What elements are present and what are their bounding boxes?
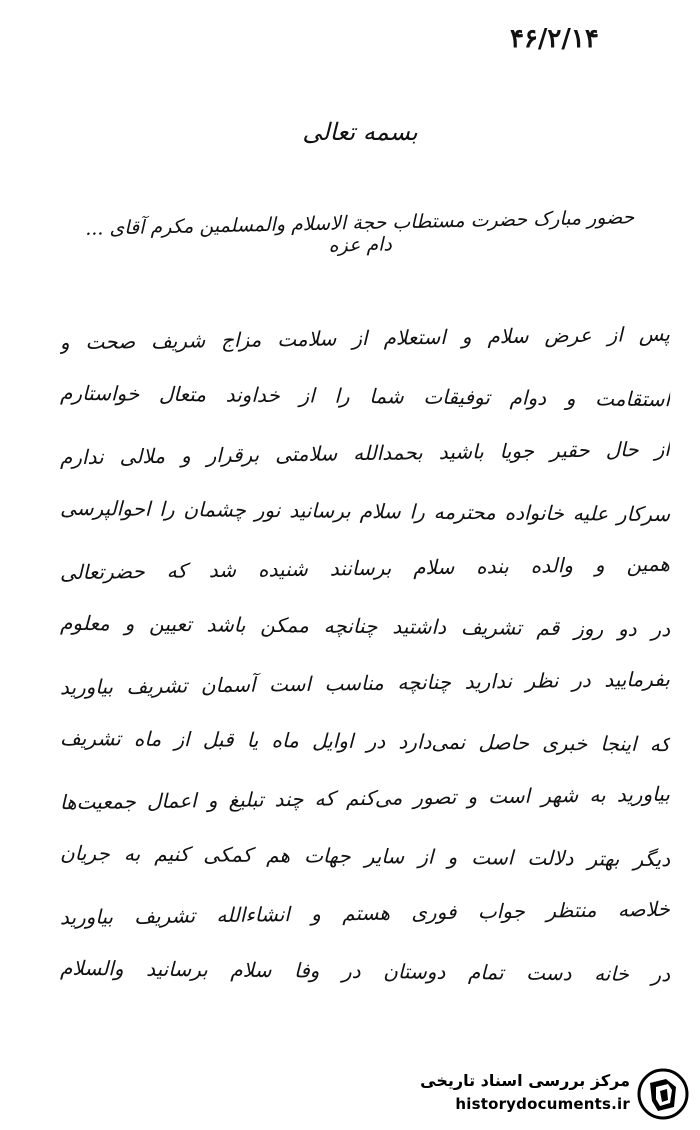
letter-line: خلاصه منتظر جواب فوری هستم و انشاءالله تشریف بیاورید xyxy=(59,896,671,930)
letter-line: از حال حقیر جویا باشید بحمدالله سلامتی برقرار و ملالی ندارم xyxy=(59,436,671,470)
archive-watermark xyxy=(420,1063,692,1123)
letter-line: بفرمایید در نظر ندارید چنانچه مناسب است آسمان تشریف بیاورید xyxy=(59,666,671,700)
letter-line: که اینجا خبری حاصل نمی‌دارد در اوایل ماه یا قبل از ماه تشریف xyxy=(59,725,671,756)
watermark-title: مرکز بررسی اسناد تاریخی xyxy=(420,1071,630,1090)
invocation-heading: بسمه تعالی xyxy=(302,118,418,146)
letter-line: بیاورید به شهر است و تصور می‌کنم که چند تبلیغ و اعمال جمعیت‌ها xyxy=(59,781,671,815)
letter-body xyxy=(60,318,670,1008)
letter-line: پس از عرض سلام و استعلام از سلامت مزاج شریف صحت و xyxy=(59,321,671,355)
letter-line: سرکار علیه خانواده محترمه را سلام برسانید نور چشمان را احوالپرسی xyxy=(59,495,671,526)
letter-line: همین و والده بنده سلام برسانند شنیده شد که حضرتعالی xyxy=(59,551,671,585)
watermark-url: historydocuments.ir xyxy=(455,1095,630,1113)
letter-line: در خانه دست تمام دوستان در وفا سلام برسانید والسلام xyxy=(59,955,671,986)
letter-line: در دو روز قم تشریف داشتید چنانچه ممکن باشد تعیین و معلوم xyxy=(59,610,671,641)
letter-line: دیگر بهتر دلالت است و از سایر جهات هم کمکی کنیم به جریان xyxy=(59,840,671,871)
reference-number: ۴۶/۲/۱۴ xyxy=(510,24,599,54)
salutation-line: حضور مبارک حضرت مستطاب حجة الاسلام والمسلمین مکرم آقای ... دام عزه xyxy=(84,206,635,257)
document-center-logo-icon xyxy=(636,1067,690,1121)
letter-line: استقامت و دوام توفیقات شما را از خداوند متعال خواستارم xyxy=(59,380,671,411)
